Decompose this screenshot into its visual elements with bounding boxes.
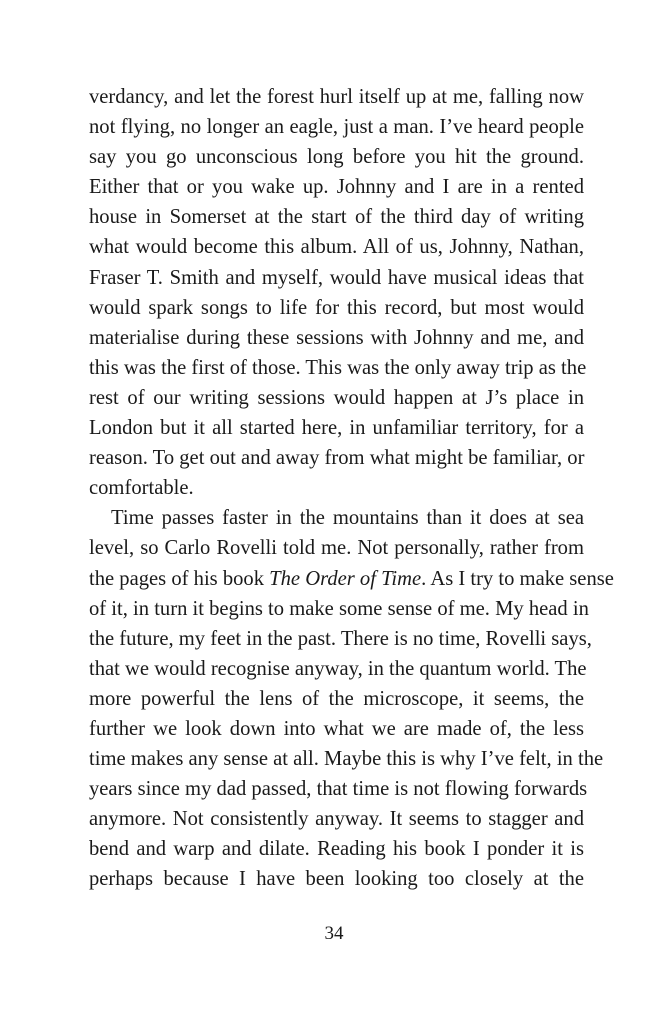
paragraph-2 [89,503,614,894]
text-line: rest of our writing sessions would happen at J’s place in [89,386,584,409]
text-line: materialise during these sessions with Johnny and me, and [89,326,584,349]
text-line: more powerful the lens of the microscope, it seems, the [89,687,584,710]
text-line: London but it all started here, in unfamiliar territory, for a [89,417,584,440]
text-line: this was the first of those. This was the only away trip as the [89,356,587,379]
paragraph-1 [89,82,587,503]
text-fragment: . As I try to make sense [421,567,614,590]
text-line: of it, in turn it begins to make some sense of me. My head in [89,597,589,620]
text-line-with-title [89,564,614,594]
text-line: level, so Carlo Rovelli told me. Not personally, rather from [89,537,584,560]
text-line: Time passes faster in the mountains than it does at sea [111,507,584,530]
text-line: house in Somerset at the start of the third day of writing [89,206,584,229]
text-line: that we would recognise anyway, in the quantum world. The [89,657,587,680]
text-line: not flying, no longer an eagle, just a man. I’ve heard people [89,116,584,139]
text-line: Either that or you wake up. Johnny and I are in a rented [89,176,584,199]
text-line: comfortable. [89,477,194,500]
text-fragment: the pages of his book [89,567,270,590]
text-line: the future, my feet in the past. There is no time, Rovelli says, [89,627,592,650]
book-title: The Order of Time [269,567,422,590]
page-number: 34 [324,923,344,944]
text-line: perhaps because I have been looking too closely at the [89,868,584,891]
text-line: anymore. Not consistently anyway. It seems to stagger and [89,808,584,831]
text-line: years since my dad passed, that time is not flowing forwards [89,778,588,801]
text-line: verdancy, and let the forest hurl itself up at me, falling now [89,86,584,108]
body-text [89,82,614,895]
text-line: what would become this album. All of us, Johnny, Nathan, [89,236,584,259]
text-line: Fraser T. Smith and myself, would have musical ideas that [89,266,584,289]
text-line: time makes any sense at all. Maybe this is why I’ve felt, in the [89,748,604,771]
text-line: say you go unconscious long before you hit the ground. [89,146,584,169]
text-line: would spark songs to life for this record, but most would [89,296,584,319]
text-line: bend and warp and dilate. Reading his book I ponder it is [89,838,584,861]
text-line: further we look down into what we are made of, the less [89,717,584,740]
text-line: reason. To get out and away from what might be familiar, or [89,447,585,470]
